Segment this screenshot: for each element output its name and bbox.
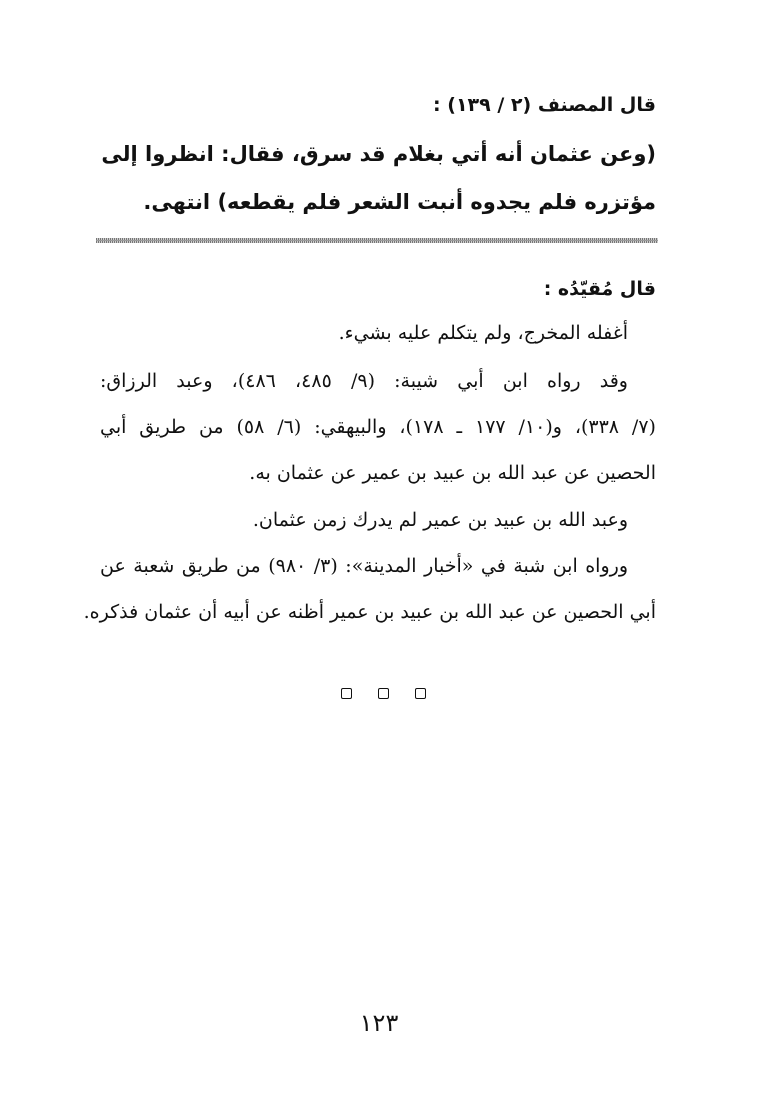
ornament-square-icon <box>378 688 389 699</box>
page-number: ١٢٣ <box>359 1009 399 1037</box>
quote-line-2: مؤتزره فلم يجدوه أنبت الشعر فلم يقطعه) انتهى. <box>143 190 656 214</box>
author-heading: قال المصنف (٢ / ١٣٩) : <box>433 94 656 116</box>
section-divider <box>96 238 658 243</box>
ornament-square-icon <box>341 688 352 699</box>
body-line-1: أغفله المخرج، ولم يتكلم عليه بشيء. <box>338 322 628 344</box>
body-line-2: وقد رواه ابن أبي شيبة: (٩/ ٤٨٥، ٤٨٦)، وعبد الرزاق: <box>100 370 628 392</box>
body-line-3: (٧/ ٣٣٨)، و(١٠/ ١٧٧ ـ ١٧٨)، والبيهقي: (٦/ ٥٨) من طريق أبي <box>100 416 656 438</box>
ornament-square-icon <box>415 688 426 699</box>
body-line-7: أبي الحصين عن عبد الله بن عبيد بن عمير أظنه عن أبيه أن عثمان فذكره. <box>83 601 656 623</box>
section-end-ornament <box>0 688 758 699</box>
body-line-5: وعبد الله بن عبيد بن عمير لم يدرك زمن عثمان. <box>252 509 628 531</box>
body-line-6: ورواه ابن شبة في «أخبار المدينة»: (٣/ ٩٨٠) من طريق شعبة عن <box>100 555 628 577</box>
quoted-text <box>101 130 656 226</box>
editor-heading: قال مُقيّدُه : <box>543 278 656 300</box>
quote-line-1: (وعن عثمان أنه أتي بغلام قد سرق، فقال: انظروا إلى <box>101 142 656 166</box>
body-line-4: الحصين عن عبد الله بن عبيد بن عمير عن عثمان به. <box>249 462 656 484</box>
